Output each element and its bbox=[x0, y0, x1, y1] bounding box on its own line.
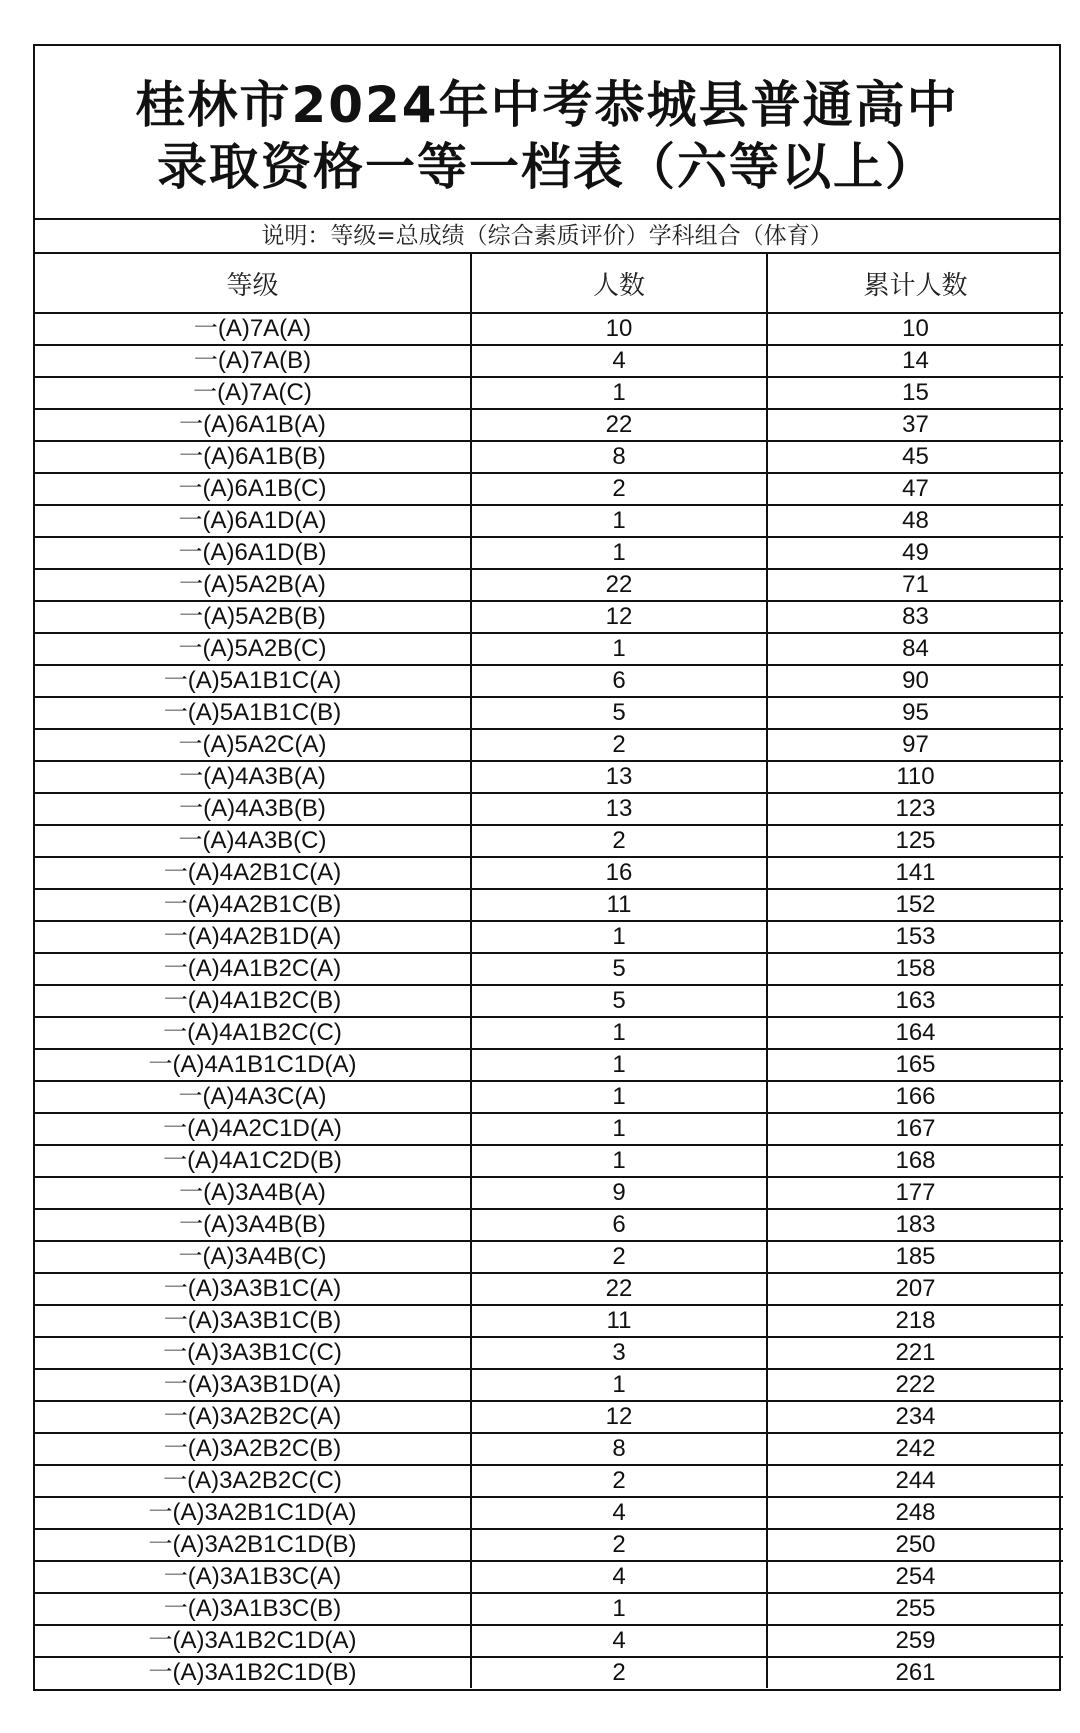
grade-cell: 一(A)3A1B3C(A) bbox=[35, 1561, 471, 1593]
grade-cell: 一(A)3A2B2C(A) bbox=[35, 1401, 471, 1433]
count-cell: 22 bbox=[471, 569, 767, 601]
cumulative-cell: 168 bbox=[767, 1145, 1063, 1177]
table-row bbox=[35, 409, 1063, 441]
count-cell: 5 bbox=[471, 953, 767, 985]
cumulative-cell: 153 bbox=[767, 921, 1063, 953]
grade-cell: 一(A)6A1B(B) bbox=[35, 441, 471, 473]
cumulative-cell: 250 bbox=[767, 1529, 1063, 1561]
grade-cell: 一(A)3A4B(A) bbox=[35, 1177, 471, 1209]
count-cell: 6 bbox=[471, 1209, 767, 1241]
cumulative-cell: 123 bbox=[767, 793, 1063, 825]
grade-cell: 一(A)3A1B2C1D(A) bbox=[35, 1625, 471, 1657]
grade-cell: 一(A)6A1B(A) bbox=[35, 409, 471, 441]
grade-cell: 一(A)7A(C) bbox=[35, 377, 471, 409]
table-row bbox=[35, 1625, 1063, 1657]
cumulative-cell: 234 bbox=[767, 1401, 1063, 1433]
table-row bbox=[35, 889, 1063, 921]
cumulative-cell: 48 bbox=[767, 505, 1063, 537]
count-cell: 2 bbox=[471, 825, 767, 857]
grade-cell: 一(A)4A2B1D(A) bbox=[35, 921, 471, 953]
count-cell: 1 bbox=[471, 921, 767, 953]
count-cell: 8 bbox=[471, 1433, 767, 1465]
table-row bbox=[35, 377, 1063, 409]
count-cell: 12 bbox=[471, 1401, 767, 1433]
cumulative-cell: 244 bbox=[767, 1465, 1063, 1497]
table-row bbox=[35, 345, 1063, 377]
grade-cell: 一(A)7A(B) bbox=[35, 345, 471, 377]
grade-cell: 一(A)4A2B1C(A) bbox=[35, 857, 471, 889]
grade-cell: 一(A)4A1B2C(C) bbox=[35, 1017, 471, 1049]
count-cell: 4 bbox=[471, 1561, 767, 1593]
cumulative-cell: 15 bbox=[767, 377, 1063, 409]
header-grade: 等级 bbox=[35, 254, 471, 313]
count-cell: 2 bbox=[471, 473, 767, 505]
cumulative-cell: 90 bbox=[767, 665, 1063, 697]
cumulative-cell: 254 bbox=[767, 1561, 1063, 1593]
count-cell: 16 bbox=[471, 857, 767, 889]
header-cumulative: 累计人数 bbox=[767, 254, 1063, 313]
table-row bbox=[35, 1177, 1063, 1209]
cumulative-cell: 207 bbox=[767, 1273, 1063, 1305]
count-cell: 5 bbox=[471, 697, 767, 729]
cumulative-cell: 259 bbox=[767, 1625, 1063, 1657]
count-cell: 13 bbox=[471, 761, 767, 793]
cumulative-cell: 164 bbox=[767, 1017, 1063, 1049]
count-cell: 1 bbox=[471, 377, 767, 409]
cumulative-cell: 71 bbox=[767, 569, 1063, 601]
count-cell: 8 bbox=[471, 441, 767, 473]
count-cell: 22 bbox=[471, 409, 767, 441]
table-row bbox=[35, 313, 1063, 345]
count-cell: 2 bbox=[471, 1529, 767, 1561]
grade-cell: 一(A)3A3B1C(C) bbox=[35, 1337, 471, 1369]
count-cell: 1 bbox=[471, 1113, 767, 1145]
table-row bbox=[35, 1433, 1063, 1465]
cumulative-cell: 255 bbox=[767, 1593, 1063, 1625]
cumulative-cell: 242 bbox=[767, 1433, 1063, 1465]
grade-cell: 一(A)3A3B1D(A) bbox=[35, 1369, 471, 1401]
count-cell: 5 bbox=[471, 985, 767, 1017]
cumulative-cell: 185 bbox=[767, 1241, 1063, 1273]
cumulative-cell: 97 bbox=[767, 729, 1063, 761]
count-cell: 9 bbox=[471, 1177, 767, 1209]
table-row bbox=[35, 857, 1063, 889]
title-block bbox=[35, 46, 1059, 220]
grade-cell: 一(A)6A1D(B) bbox=[35, 537, 471, 569]
table-row bbox=[35, 505, 1063, 537]
grade-cell: 一(A)4A2B1C(B) bbox=[35, 889, 471, 921]
count-cell: 2 bbox=[471, 1465, 767, 1497]
table-row bbox=[35, 1401, 1063, 1433]
cumulative-cell: 248 bbox=[767, 1497, 1063, 1529]
cumulative-cell: 221 bbox=[767, 1337, 1063, 1369]
grade-cell: 一(A)6A1B(C) bbox=[35, 473, 471, 505]
table-row bbox=[35, 1561, 1063, 1593]
count-cell: 1 bbox=[471, 1145, 767, 1177]
count-cell: 1 bbox=[471, 505, 767, 537]
grade-cell: 一(A)3A2B1C1D(B) bbox=[35, 1529, 471, 1561]
count-cell: 1 bbox=[471, 537, 767, 569]
table-row bbox=[35, 473, 1063, 505]
grade-cell: 一(A)4A2C1D(A) bbox=[35, 1113, 471, 1145]
count-cell: 1 bbox=[471, 1017, 767, 1049]
table-row bbox=[35, 1369, 1063, 1401]
table-row bbox=[35, 1145, 1063, 1177]
count-cell: 4 bbox=[471, 345, 767, 377]
cumulative-cell: 218 bbox=[767, 1305, 1063, 1337]
admission-table-document bbox=[33, 44, 1061, 1691]
grade-cell: 一(A)4A1B2C(B) bbox=[35, 985, 471, 1017]
count-cell: 10 bbox=[471, 313, 767, 345]
grade-cell: 一(A)5A2B(A) bbox=[35, 569, 471, 601]
grade-cell: 一(A)4A1B2C(A) bbox=[35, 953, 471, 985]
grade-cell: 一(A)4A3B(B) bbox=[35, 793, 471, 825]
title-line-1: 桂林市2024年中考恭城县普通高中 bbox=[135, 76, 959, 134]
cumulative-cell: 95 bbox=[767, 697, 1063, 729]
table-row bbox=[35, 1465, 1063, 1497]
cumulative-cell: 163 bbox=[767, 985, 1063, 1017]
table-row bbox=[35, 825, 1063, 857]
grade-cell: 一(A)3A4B(B) bbox=[35, 1209, 471, 1241]
grade-cell: 一(A)4A3C(A) bbox=[35, 1081, 471, 1113]
grade-cell: 一(A)5A2C(A) bbox=[35, 729, 471, 761]
table-row bbox=[35, 633, 1063, 665]
cumulative-cell: 45 bbox=[767, 441, 1063, 473]
grade-cell: 一(A)3A2B1C1D(A) bbox=[35, 1497, 471, 1529]
table-row bbox=[35, 665, 1063, 697]
grade-cell: 一(A)4A3B(A) bbox=[35, 761, 471, 793]
table-row bbox=[35, 537, 1063, 569]
table-row bbox=[35, 441, 1063, 473]
grade-cell: 一(A)3A1B2C1D(B) bbox=[35, 1657, 471, 1688]
cumulative-cell: 152 bbox=[767, 889, 1063, 921]
count-cell: 4 bbox=[471, 1497, 767, 1529]
table-row bbox=[35, 1593, 1063, 1625]
table-row bbox=[35, 761, 1063, 793]
table-row bbox=[35, 1209, 1063, 1241]
explanation-note: 说明：等级=总成绩（综合素质评价）学科组合（体育） bbox=[35, 220, 1059, 254]
table-row bbox=[35, 1081, 1063, 1113]
cumulative-cell: 167 bbox=[767, 1113, 1063, 1145]
cumulative-cell: 141 bbox=[767, 857, 1063, 889]
grade-table bbox=[35, 254, 1063, 1688]
cumulative-cell: 14 bbox=[767, 345, 1063, 377]
table-row bbox=[35, 1337, 1063, 1369]
grade-cell: 一(A)3A3B1C(A) bbox=[35, 1273, 471, 1305]
grade-cell: 一(A)5A2B(C) bbox=[35, 633, 471, 665]
cumulative-cell: 166 bbox=[767, 1081, 1063, 1113]
grade-cell: 一(A)3A1B3C(B) bbox=[35, 1593, 471, 1625]
table-row bbox=[35, 921, 1063, 953]
grade-cell: 一(A)3A2B2C(B) bbox=[35, 1433, 471, 1465]
table-row bbox=[35, 1241, 1063, 1273]
table-row bbox=[35, 1497, 1063, 1529]
cumulative-cell: 10 bbox=[767, 313, 1063, 345]
table-row bbox=[35, 1113, 1063, 1145]
grade-cell: 一(A)5A1B1C(B) bbox=[35, 697, 471, 729]
grade-cell: 一(A)3A4B(C) bbox=[35, 1241, 471, 1273]
cumulative-cell: 125 bbox=[767, 825, 1063, 857]
table-row bbox=[35, 601, 1063, 633]
table-row bbox=[35, 953, 1063, 985]
count-cell: 1 bbox=[471, 1081, 767, 1113]
grade-cell: 一(A)3A2B2C(C) bbox=[35, 1465, 471, 1497]
grade-cell: 一(A)4A1B1C1D(A) bbox=[35, 1049, 471, 1081]
cumulative-cell: 84 bbox=[767, 633, 1063, 665]
grade-cell: 一(A)3A3B1C(B) bbox=[35, 1305, 471, 1337]
title-line-2: 录取资格一等一档表（六等以上） bbox=[157, 138, 937, 196]
table-row bbox=[35, 1273, 1063, 1305]
count-cell: 2 bbox=[471, 1241, 767, 1273]
table-row bbox=[35, 793, 1063, 825]
grade-cell: 一(A)4A3B(C) bbox=[35, 825, 471, 857]
count-cell: 1 bbox=[471, 1593, 767, 1625]
grade-cell: 一(A)4A1C2D(B) bbox=[35, 1145, 471, 1177]
cumulative-cell: 49 bbox=[767, 537, 1063, 569]
grade-cell: 一(A)7A(A) bbox=[35, 313, 471, 345]
table-body bbox=[35, 313, 1063, 1688]
header-count: 人数 bbox=[471, 254, 767, 313]
grade-cell: 一(A)5A2B(B) bbox=[35, 601, 471, 633]
cumulative-cell: 261 bbox=[895, 1659, 936, 1686]
count-cell: 2 bbox=[471, 1657, 767, 1688]
cumulative-cell: 110 bbox=[767, 761, 1063, 793]
grade-cell: 一(A)5A1B1C(A) bbox=[35, 665, 471, 697]
table-row bbox=[35, 569, 1063, 601]
count-cell: 13 bbox=[471, 793, 767, 825]
count-cell: 1 bbox=[471, 1369, 767, 1401]
cumulative-cell: 37 bbox=[767, 409, 1063, 441]
table-row bbox=[35, 1657, 1063, 1688]
cumulative-cell: 165 bbox=[767, 1049, 1063, 1081]
cumulative-cell: 222 bbox=[767, 1369, 1063, 1401]
table-row bbox=[35, 1049, 1063, 1081]
count-cell: 12 bbox=[471, 601, 767, 633]
count-cell: 6 bbox=[471, 665, 767, 697]
grade-cell: 一(A)6A1D(A) bbox=[35, 505, 471, 537]
count-cell: 1 bbox=[471, 1049, 767, 1081]
count-cell: 1 bbox=[471, 633, 767, 665]
cumulative-cell: 47 bbox=[767, 473, 1063, 505]
count-cell: 4 bbox=[471, 1625, 767, 1657]
count-cell: 2 bbox=[471, 729, 767, 761]
table-header-row bbox=[35, 254, 1063, 313]
cumulative-cell: 158 bbox=[767, 953, 1063, 985]
table-row bbox=[35, 1529, 1063, 1561]
table-row bbox=[35, 1305, 1063, 1337]
cumulative-cell: 83 bbox=[767, 601, 1063, 633]
count-cell: 11 bbox=[471, 1305, 767, 1337]
cumulative-cell: 183 bbox=[767, 1209, 1063, 1241]
table-row bbox=[35, 729, 1063, 761]
count-cell: 3 bbox=[471, 1337, 767, 1369]
table-row bbox=[35, 1017, 1063, 1049]
count-cell: 11 bbox=[471, 889, 767, 921]
count-cell: 22 bbox=[471, 1273, 767, 1305]
table-row bbox=[35, 697, 1063, 729]
table-row bbox=[35, 985, 1063, 1017]
cumulative-cell: 177 bbox=[767, 1177, 1063, 1209]
